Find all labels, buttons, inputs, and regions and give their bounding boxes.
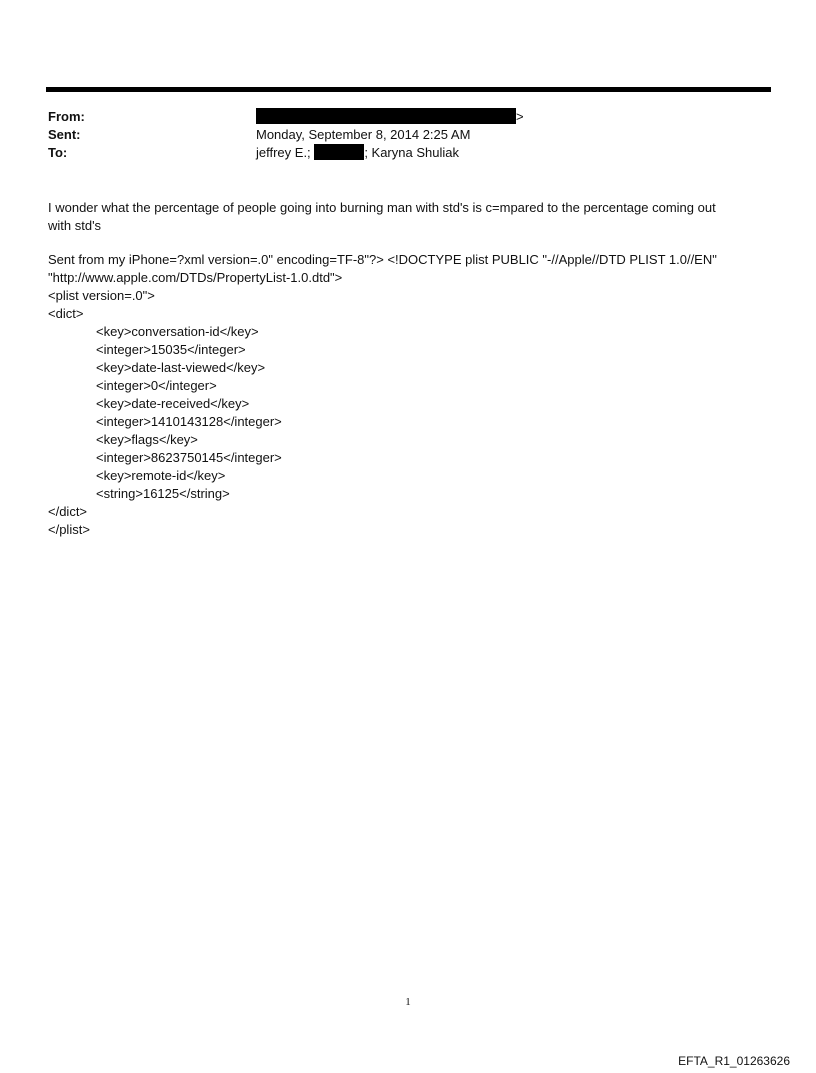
- sent-value: Monday, September 8, 2014 2:25 AM: [256, 127, 471, 142]
- from-label: From:: [48, 109, 85, 124]
- dict-entry: <key>date-last-viewed</key>: [96, 360, 266, 375]
- plist-open: <plist version=.0">: [48, 288, 155, 303]
- bates-number: EFTA_R1_01263626: [678, 1054, 790, 1068]
- sent-row: [48, 126, 768, 144]
- from-row: [48, 108, 768, 126]
- to-first-recipient: jeffrey E.;: [256, 145, 311, 160]
- plist-close: </plist>: [48, 522, 90, 537]
- dict-entry: <key>remote-id</key>: [96, 468, 226, 483]
- dict-entry: <integer>15035</integer>: [96, 342, 246, 357]
- dict-entry: <key>flags</key>: [96, 432, 198, 447]
- dict-open: <dict>: [48, 306, 84, 321]
- signature-block: [48, 251, 760, 539]
- dict-entry: <string>16125</string>: [96, 486, 230, 501]
- redaction-box: [256, 108, 516, 124]
- page-number: 1: [405, 996, 411, 1008]
- from-suffix: >: [516, 109, 524, 124]
- redaction-box: [314, 144, 364, 160]
- dict-close: </dict>: [48, 504, 88, 519]
- email-body: [48, 199, 760, 539]
- to-row: [48, 144, 768, 162]
- header-rule: [46, 87, 771, 92]
- message-line: I wonder what the percentage of people going into burning man with std's is c=mpared to the percentage coming out: [48, 200, 716, 215]
- signature-line: "http://www.apple.com/DTDs/PropertyList-1.0.dtd">: [48, 270, 343, 285]
- sent-label: Sent:: [48, 127, 81, 142]
- to-value: [256, 144, 459, 162]
- email-header: [48, 108, 768, 162]
- dict-entry: <integer>0</integer>: [96, 378, 217, 393]
- from-value: [256, 108, 524, 126]
- signature-line: Sent from my iPhone=?xml version=.0" encoding=TF-8"?> <!DOCTYPE plist PUBLIC "-//Apple//DTD PLIST 1.0//EN": [48, 252, 717, 267]
- dict-entry: <integer>8623750145</integer>: [96, 450, 282, 465]
- to-last-recipient: ; Karyna Shuliak: [364, 145, 459, 160]
- dict-entry: <integer>1410143128</integer>: [96, 414, 282, 429]
- to-label: To:: [48, 145, 68, 160]
- dict-entry: <key>conversation-id</key>: [96, 324, 259, 339]
- message-paragraph: [48, 199, 760, 235]
- message-line: with std's: [48, 218, 102, 233]
- dict-entry: <key>date-received</key>: [96, 396, 250, 411]
